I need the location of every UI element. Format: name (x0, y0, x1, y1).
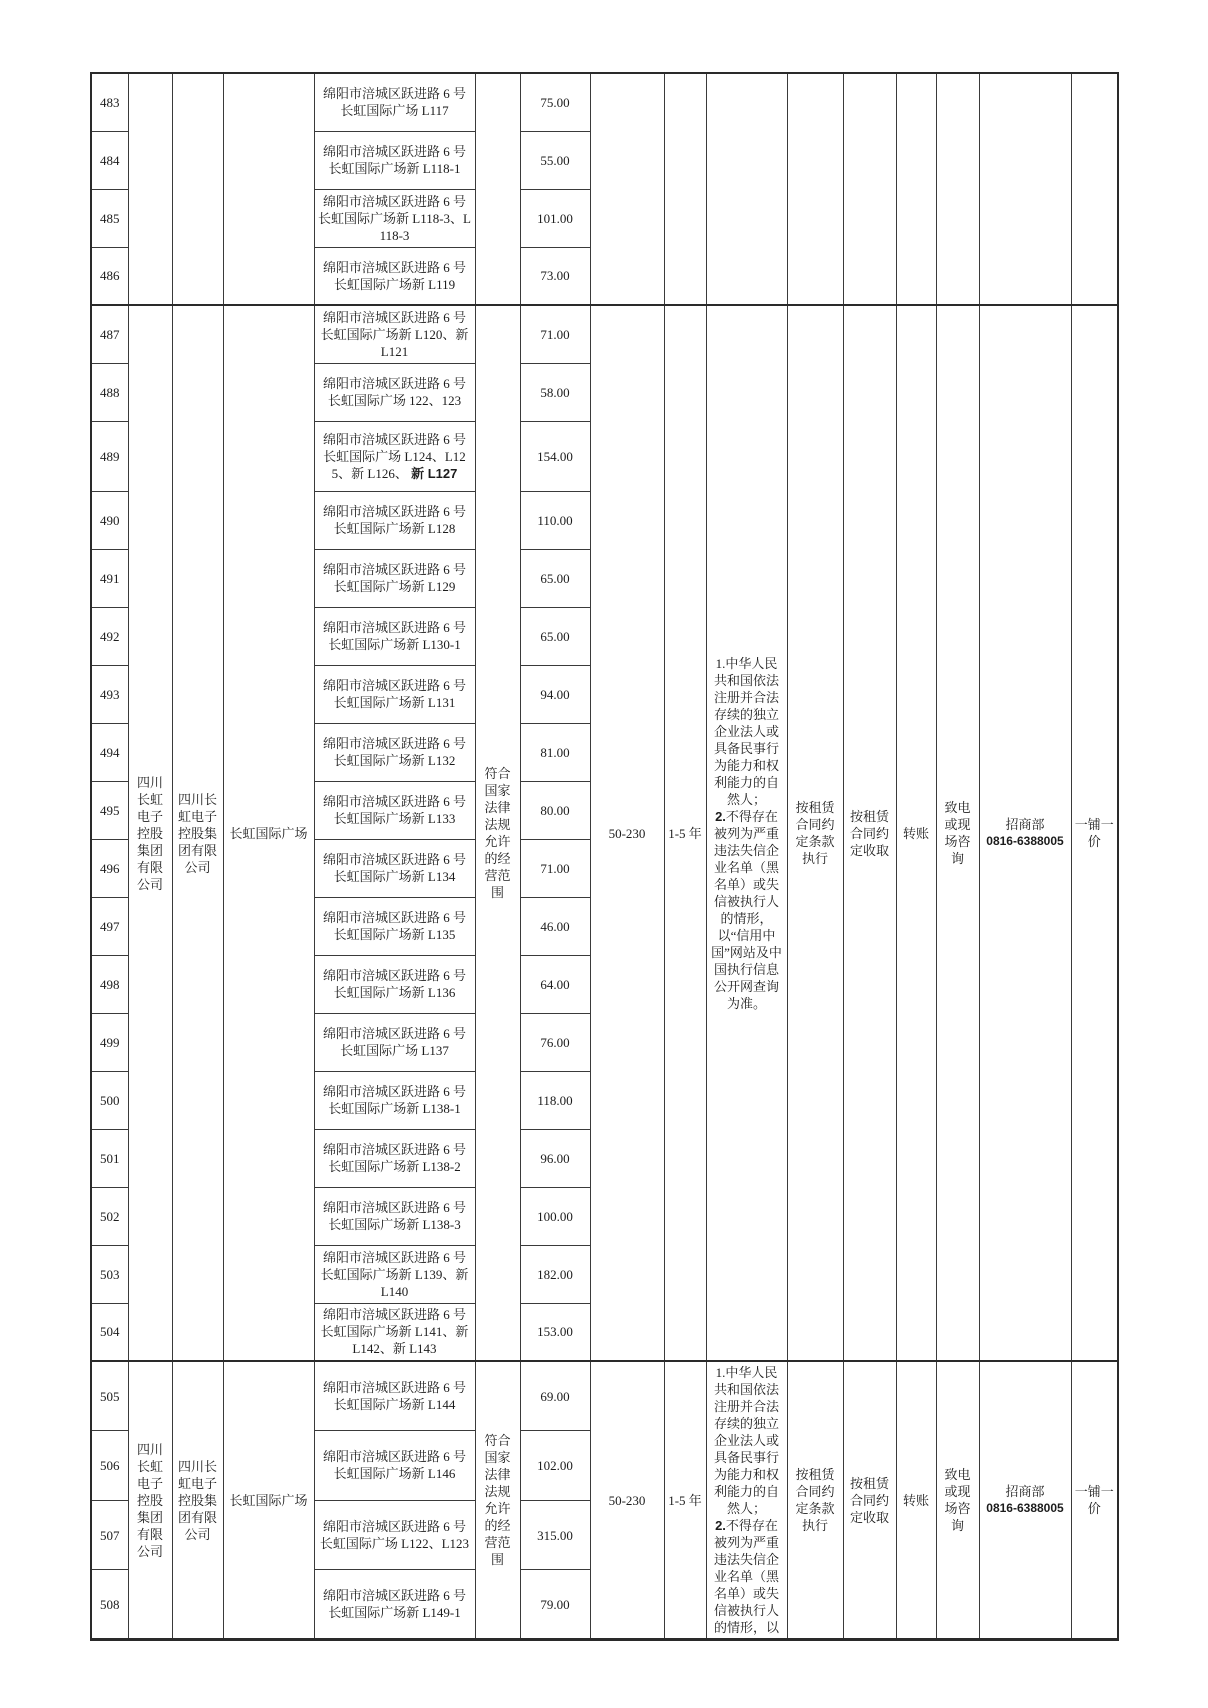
row-number: 494 (91, 723, 128, 781)
address-text: 绵阳市涪城区跃进路 6 号长虹国际广场新 L138-1 (322, 1084, 466, 1116)
address-cell (314, 1187, 475, 1245)
supervisor-company-cell: 四川长虹电子控股集团有限公司 (128, 1361, 172, 1640)
area-value: 81.00 (520, 723, 590, 781)
payment-method-cell: 转账 (896, 1361, 936, 1640)
lease-term-cell: 1-5 年 (664, 305, 706, 1361)
row-number: 485 (91, 189, 128, 247)
address-cell (314, 247, 475, 305)
row-number: 495 (91, 781, 128, 839)
address-text: 绵阳市涪城区跃进路 6 号长虹国际广场新 L118-1 (322, 144, 466, 176)
row-number: 504 (91, 1303, 128, 1361)
fee-terms-cell: 按租赁合同约定收取 (843, 1361, 896, 1640)
lease-term-cell (664, 73, 706, 305)
address-cell (314, 781, 475, 839)
address-cell (314, 1431, 475, 1501)
address-cell (314, 363, 475, 421)
price-note-cell: 一铺一价 (1071, 1361, 1118, 1640)
table-row (91, 305, 1118, 363)
row-number: 497 (91, 897, 128, 955)
address-cell (314, 723, 475, 781)
operator-company-cell: 四川长虹电子控股集团有限公司 (172, 305, 223, 1361)
address-cell (314, 1071, 475, 1129)
area-value: 101.00 (520, 189, 590, 247)
area-value: 100.00 (520, 1187, 590, 1245)
address-cell (314, 1129, 475, 1187)
area-value: 94.00 (520, 665, 590, 723)
fee-terms-cell (843, 73, 896, 305)
row-number: 483 (91, 73, 128, 131)
contact-cell (979, 1361, 1071, 1640)
deposit-terms-cell: 按租赁合同约定条款执行 (787, 305, 843, 1361)
area-value: 102.00 (520, 1431, 590, 1501)
consult-method-cell (936, 73, 979, 305)
row-number: 501 (91, 1129, 128, 1187)
deposit-terms-cell (787, 73, 843, 305)
rent-range-cell (590, 73, 664, 305)
address-text: 绵阳市涪城区跃进路 6 号长虹国际广场新 L134 (322, 852, 466, 884)
area-value: 153.00 (520, 1303, 590, 1361)
business-scope-cell: 符合国家法律法规允许的经营范围 (475, 305, 520, 1361)
address-cell (314, 1303, 475, 1361)
supervisor-company-cell (128, 73, 172, 305)
area-value: 110.00 (520, 491, 590, 549)
row-number: 493 (91, 665, 128, 723)
payment-method-cell: 转账 (896, 305, 936, 1361)
address-cell (314, 491, 475, 549)
row-number: 484 (91, 131, 128, 189)
area-value: 182.00 (520, 1245, 590, 1303)
area-value: 58.00 (520, 363, 590, 421)
address-text: 绵阳市涪城区跃进路 6 号长虹国际广场 L117 (322, 86, 466, 119)
address-cell (314, 1361, 475, 1431)
contact-department: 招商部 (1005, 1484, 1045, 1499)
supervisor-company-cell: 四川长虹电子控股集团有限公司 (128, 305, 172, 1361)
rent-range-cell: 50-230 (590, 1361, 664, 1640)
address-text: 绵阳市涪城区跃进路 6 号长虹国际广场新 L139、新 L140 (320, 1249, 469, 1299)
tenant-conditions-cell (706, 1361, 787, 1640)
area-value: 79.00 (520, 1570, 590, 1640)
area-value: 65.00 (520, 607, 590, 665)
row-number: 505 (91, 1361, 128, 1431)
address-text: 绵阳市涪城区跃进路 6 号长虹国际广场新 L138-2 (322, 1142, 466, 1174)
address-text: 绵阳市涪城区跃进路 6 号长虹国际广场新 L128 (322, 504, 466, 536)
address-text: 绵阳市涪城区跃进路 6 号长虹国际广场新 L146 (322, 1449, 466, 1482)
area-value: 73.00 (520, 247, 590, 305)
area-value: 118.00 (520, 1071, 590, 1129)
address-cell (314, 665, 475, 723)
area-value: 96.00 (520, 1129, 590, 1187)
rent-range-cell: 50-230 (590, 305, 664, 1361)
business-scope-cell (475, 73, 520, 305)
condition-clause-2-number: 2. (715, 1518, 726, 1533)
table-row (91, 1361, 1118, 1431)
operator-company-cell: 四川长虹电子控股集团有限公司 (172, 1361, 223, 1640)
contact-phone: 0816-6388005 (986, 834, 1064, 848)
row-number: 489 (91, 421, 128, 491)
tenant-conditions-cell (706, 305, 787, 1361)
row-number: 498 (91, 955, 128, 1013)
address-text: 绵阳市涪城区跃进路 6 号长虹国际广场新 L118-3、L118-3 (318, 193, 471, 243)
address-text: 绵阳市涪城区跃进路 6 号长虹国际广场 L122、L123 (319, 1519, 470, 1552)
row-number: 491 (91, 549, 128, 607)
payment-method-cell (896, 73, 936, 305)
row-number: 500 (91, 1071, 128, 1129)
address-cell (314, 607, 475, 665)
address-cell (314, 839, 475, 897)
project-name-cell: 长虹国际广场 (223, 1361, 314, 1640)
address-cell (314, 1245, 475, 1303)
condition-clause-1: 1.中华人民共和国依法注册并合法存续的独立企业法人或具备民事行为能力和权利能力的自然人； (713, 1365, 779, 1516)
area-value: 154.00 (520, 421, 590, 491)
consult-method-cell: 致电或现场咨询 (936, 305, 979, 1361)
price-note-cell (1071, 73, 1118, 305)
row-number: 487 (91, 305, 128, 363)
business-scope-cell: 符合国家法律法规允许的经营范围 (475, 1361, 520, 1640)
consult-method-cell: 致电或现场咨询 (936, 1361, 979, 1640)
project-name-cell: 长虹国际广场 (223, 305, 314, 1361)
fee-terms-cell: 按租赁合同约定收取 (843, 305, 896, 1361)
row-number: 496 (91, 839, 128, 897)
address-cell (314, 189, 475, 247)
row-number: 508 (91, 1570, 128, 1640)
condition-clause-1: 1.中华人民共和国依法注册并合法存续的独立企业法人或具备民事行为能力和权利能力的自然人； (713, 655, 779, 807)
row-number: 486 (91, 247, 128, 305)
address-text: 绵阳市涪城区跃进路 6 号长虹国际广场新 L136 (322, 968, 466, 1000)
area-value: 80.00 (520, 781, 590, 839)
address-cell (314, 1570, 475, 1640)
row-number: 490 (91, 491, 128, 549)
row-number: 503 (91, 1245, 128, 1303)
table-row (91, 73, 1118, 131)
rental-listings-table (90, 72, 1119, 1641)
address-cell (314, 1500, 475, 1570)
address-text: 绵阳市涪城区跃进路 6 号长虹国际广场新 L129 (322, 562, 466, 594)
address-cell (314, 131, 475, 189)
lease-term-cell: 1-5 年 (664, 1361, 706, 1640)
deposit-terms-cell: 按租赁合同约定条款执行 (787, 1361, 843, 1640)
contact-department: 招商部 (1005, 817, 1045, 832)
rental-table-body (91, 73, 1118, 1640)
address-text: 绵阳市涪城区跃进路 6 号长虹国际广场 L137 (322, 1026, 466, 1058)
area-value: 71.00 (520, 839, 590, 897)
address-text-bold: 新 L127 (411, 465, 458, 481)
address-cell (314, 897, 475, 955)
area-value: 55.00 (520, 131, 590, 189)
area-value: 65.00 (520, 549, 590, 607)
contact-phone: 0816-6388005 (986, 1501, 1064, 1515)
condition-clause-2 (710, 808, 784, 1012)
address-cell (314, 549, 475, 607)
condition-clause-2-text: 不得存在被列为严重违法失信企业名单（黑名单）或失信被执行人的情形，以 (713, 1518, 779, 1635)
condition-clause-2-number: 2. (715, 808, 726, 824)
address-cell (314, 421, 475, 491)
area-value: 75.00 (520, 73, 590, 131)
address-text: 绵阳市涪城区跃进路 6 号长虹国际广场新 L131 (322, 678, 466, 710)
address-text: 绵阳市涪城区跃进路 6 号长虹国际广场新 L119 (322, 259, 466, 292)
address-text: 绵阳市涪城区跃进路 6 号长虹国际广场新 L141、新 L142、新 L143 (320, 1307, 469, 1357)
area-value: 46.00 (520, 897, 590, 955)
contact-cell (979, 73, 1071, 305)
address-text: 绵阳市涪城区跃进路 6 号长虹国际广场 L124、L125、新 L126、 (322, 431, 466, 481)
area-value: 64.00 (520, 955, 590, 1013)
row-number: 492 (91, 607, 128, 665)
operator-company-cell (172, 73, 223, 305)
row-number: 507 (91, 1500, 128, 1570)
condition-clause-2-text: 不得存在被列为严重违法失信企业名单（黑名单）或失信被执行人的情形，以“信用中国”网站及中国执行信息公开网查询为准。 (711, 808, 782, 1011)
condition-clause-2 (710, 1517, 784, 1636)
area-value: 71.00 (520, 305, 590, 363)
address-text: 绵阳市涪城区跃进路 6 号长虹国际广场新 L135 (322, 910, 466, 942)
address-cell (314, 73, 475, 131)
contact-cell (979, 305, 1071, 1361)
address-text: 绵阳市涪城区跃进路 6 号长虹国际广场新 L144 (322, 1380, 466, 1413)
area-value: 76.00 (520, 1013, 590, 1071)
address-text: 绵阳市涪城区跃进路 6 号长虹国际广场新 L132 (322, 736, 466, 768)
area-value: 315.00 (520, 1500, 590, 1570)
price-note-cell: 一铺一价 (1071, 305, 1118, 1361)
address-text: 绵阳市涪城区跃进路 6 号长虹国际广场新 L130-1 (322, 620, 466, 652)
address-text: 绵阳市涪城区跃进路 6 号长虹国际广场新 L120、新 L121 (320, 309, 469, 359)
address-cell (314, 305, 475, 363)
address-cell (314, 1013, 475, 1071)
project-name-cell (223, 73, 314, 305)
area-value: 69.00 (520, 1361, 590, 1431)
address-text: 绵阳市涪城区跃进路 6 号长虹国际广场 122、123 (322, 376, 466, 408)
tenant-conditions-cell (706, 73, 787, 305)
row-number: 488 (91, 363, 128, 421)
address-text: 绵阳市涪城区跃进路 6 号长虹国际广场新 L138-3 (322, 1200, 466, 1232)
row-number: 499 (91, 1013, 128, 1071)
address-text: 绵阳市涪城区跃进路 6 号长虹国际广场新 L149-1 (322, 1588, 466, 1621)
row-number: 502 (91, 1187, 128, 1245)
address-cell (314, 955, 475, 1013)
row-number: 506 (91, 1431, 128, 1501)
address-text: 绵阳市涪城区跃进路 6 号长虹国际广场新 L133 (322, 794, 466, 826)
